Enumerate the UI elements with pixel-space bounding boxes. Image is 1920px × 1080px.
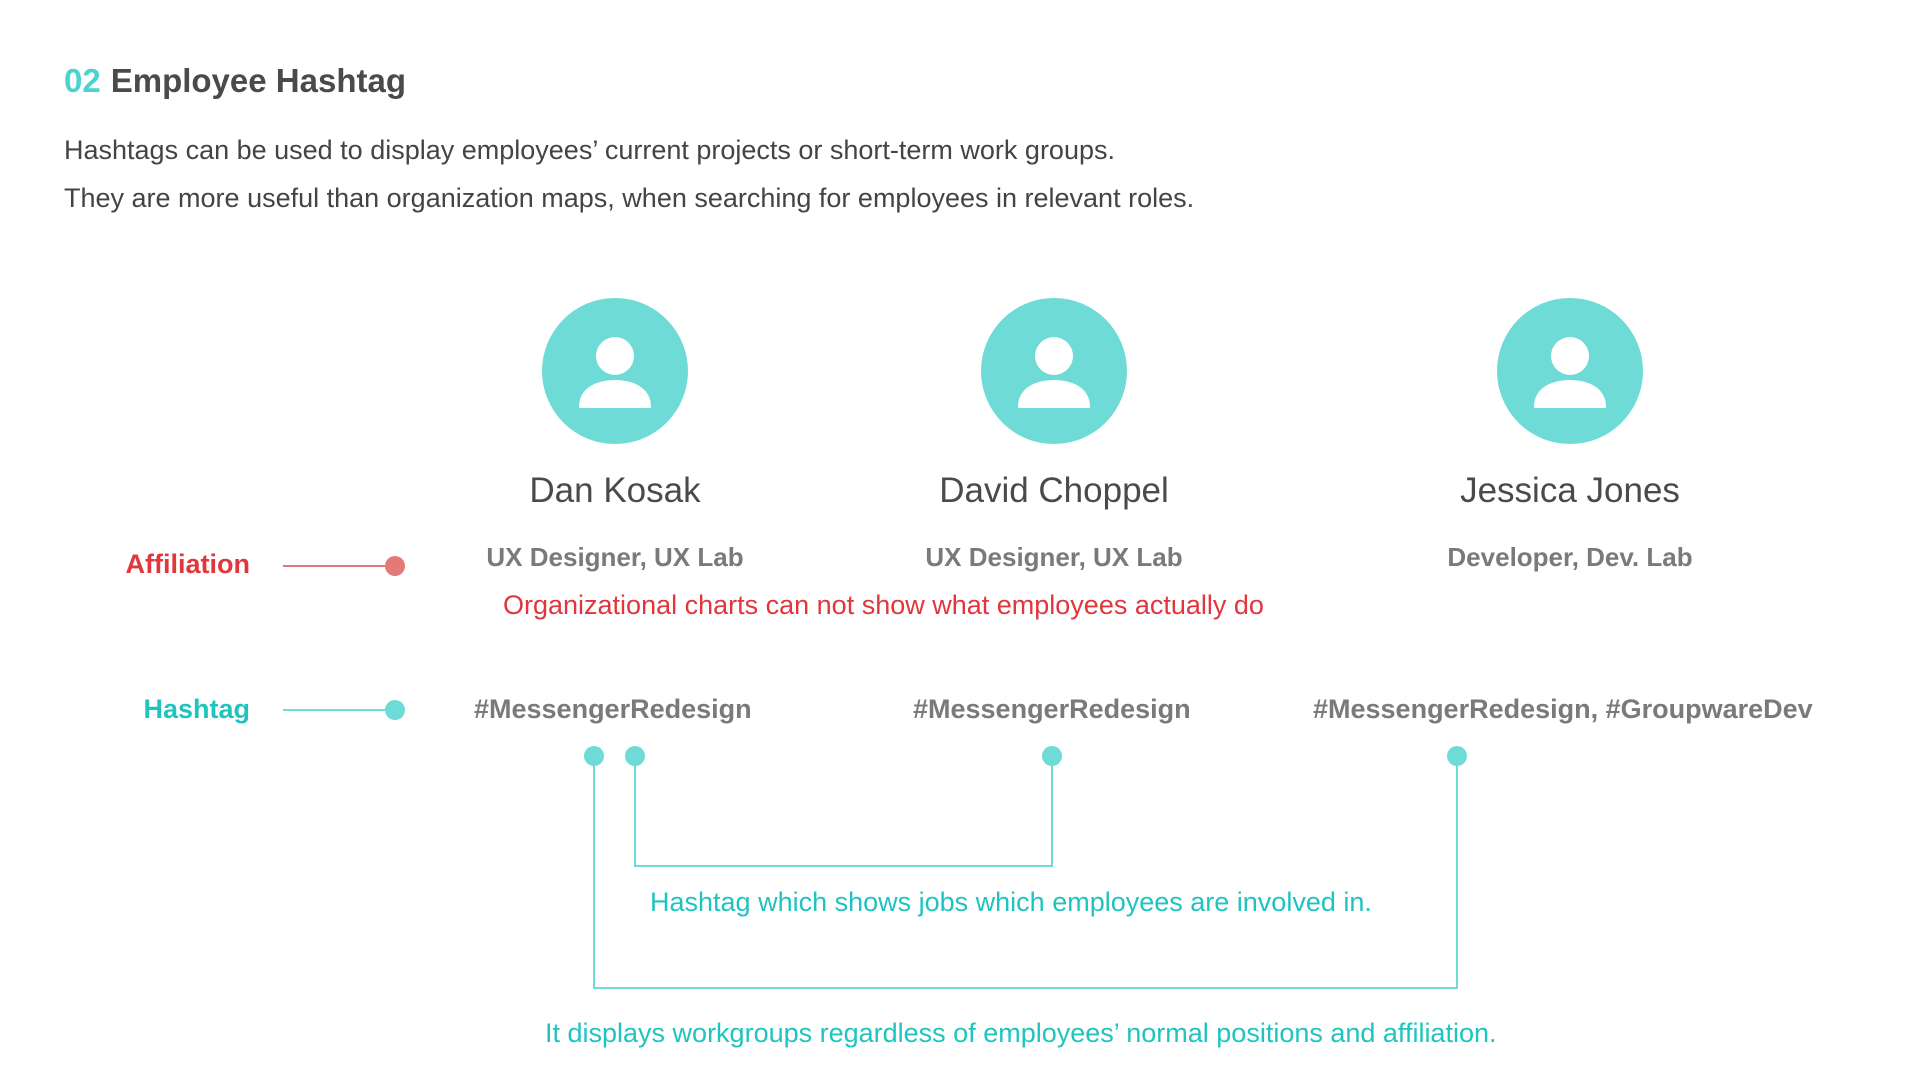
bracket-workgroups (594, 756, 1457, 988)
person-icon (981, 298, 1127, 444)
hashtag-dot (385, 700, 405, 720)
note-org-chart: Organizational charts can not show what employees actually do (503, 590, 1264, 620)
employee-name-dan: Dan Kosak (529, 471, 701, 510)
dan-dot-left (584, 746, 604, 766)
david-dot (1042, 746, 1062, 766)
employee-hashtag-david[interactable]: #MessengerRedesign (913, 694, 1191, 724)
note-hashtag-jobs: Hashtag which shows jobs which employees are involved in. (650, 887, 1372, 917)
description-line-2: They are more useful than organization maps, when searching for employees in relevant roles. (64, 183, 1195, 213)
employee-hashtag-jessica[interactable]: #MessengerRedesign, #GroupwareDev (1313, 694, 1813, 724)
employee-name-david: David Choppel (939, 471, 1169, 510)
note-workgroups: It displays workgroups regardless of employees’ normal positions and affiliation. (545, 1018, 1497, 1048)
description-line-1: Hashtags can be used to display employees’ current projects or short-term work groups. (64, 135, 1115, 165)
employee-role-jessica: Developer, Dev. Lab (1447, 542, 1693, 572)
employee-hashtag-dan[interactable]: #MessengerRedesign (474, 694, 752, 724)
employee-role-david: UX Designer, UX Lab (925, 542, 1183, 572)
dan-dot-right (625, 746, 645, 766)
person-icon (542, 298, 688, 444)
employee-name-jessica: Jessica Jones (1460, 471, 1680, 510)
section-title: Employee Hashtag (110, 62, 406, 99)
avatar-david-choppel (981, 298, 1127, 444)
bracket-jobs (635, 756, 1052, 866)
avatar-dan-kosak (542, 298, 688, 444)
hashtag-label: Hashtag (143, 694, 250, 724)
section-number: 02 (64, 62, 101, 99)
employee-role-dan: UX Designer, UX Lab (486, 542, 744, 572)
jessica-dot (1447, 746, 1467, 766)
affiliation-label: Affiliation (125, 549, 250, 579)
avatar-jessica-jones (1497, 298, 1643, 444)
person-icon (1497, 298, 1643, 444)
